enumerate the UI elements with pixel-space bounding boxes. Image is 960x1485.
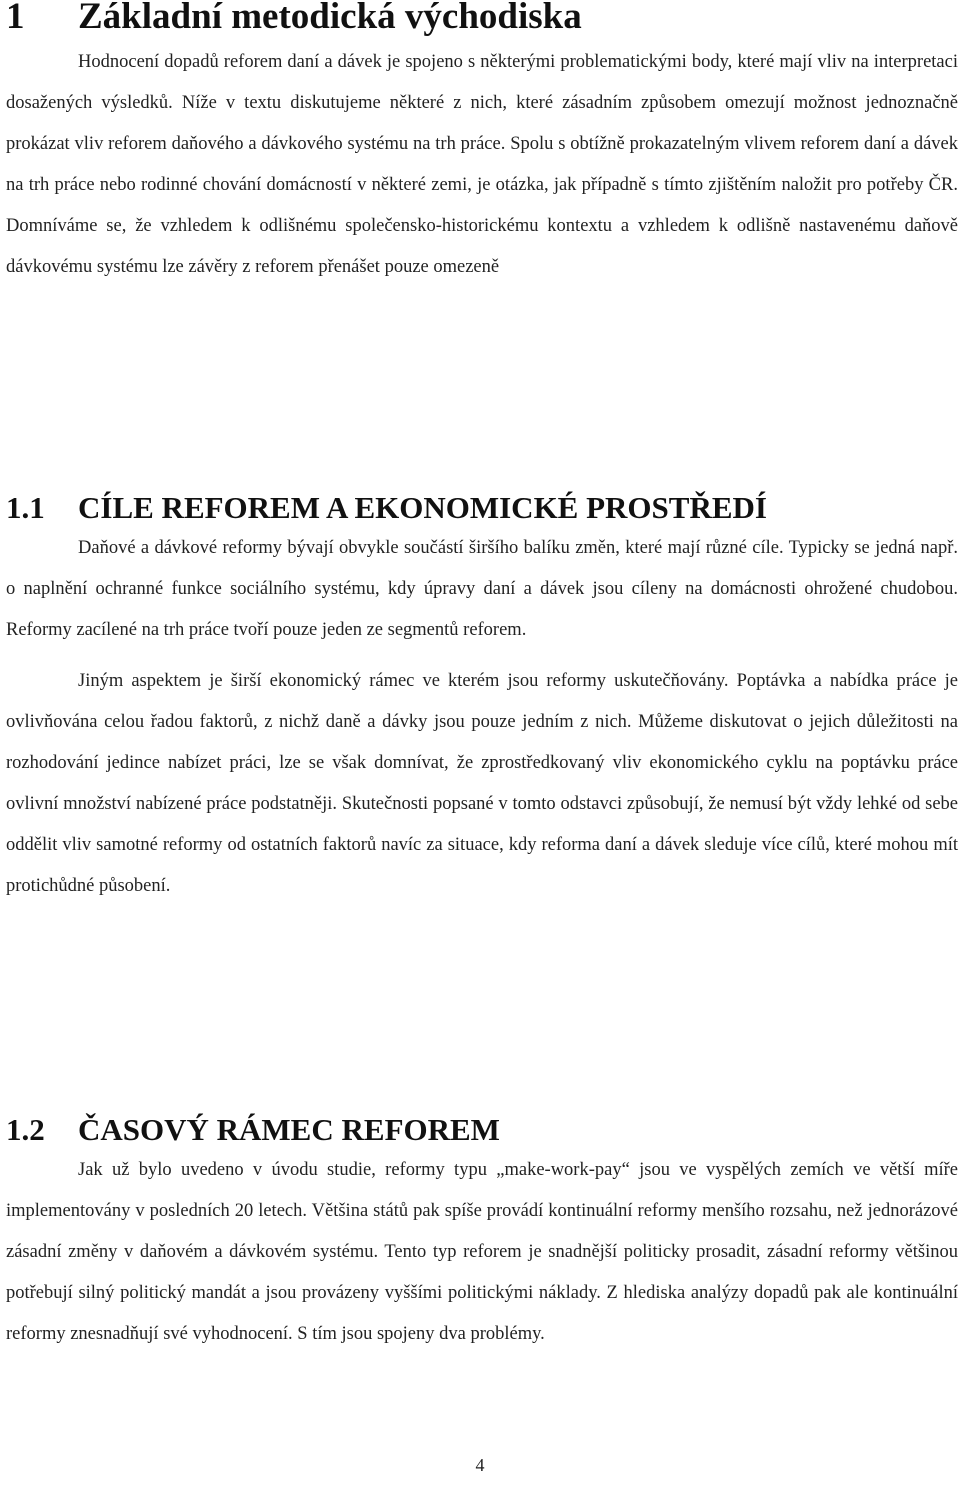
chapter-body xyxy=(6,42,958,288)
paragraph: Hodnocení dopadů reforem daní a dávek je spojeno s některými problematickými body, které mají vliv na interpretaci dosažených výsledků. Níže v textu diskutujeme některé z nich, které zásadním způsobem omezují možnost jednoznačně prokázat vliv reforem daňového a dávkového systému na trh práce. Spolu s obtížně prokazatelným vlivem reforem daní a dávek na trh práce nebo rodinné chování domácností v některé zemi, je otázka, jak případně s tímto zjištěním naložit pro potřeby ČR. Domníváme se, že vzhledem k odlišnému společensko-historickému kontextu a vzhledem k odlišně nastavenému daňově dávkovému systému lze závěry z reforem přenášet pouze omezeně xyxy=(6,52,958,277)
section-heading xyxy=(6,1110,958,1150)
section-heading xyxy=(6,488,958,528)
section-title: ČASOVÝ RÁMEC REFOREM xyxy=(78,1112,500,1147)
page-number: 4 xyxy=(475,1455,485,1475)
chapter-title: Základní metodická východiska xyxy=(78,0,582,37)
chapter-number: 1 xyxy=(6,0,25,37)
section-number: 1.2 xyxy=(6,1112,45,1147)
chapter-heading xyxy=(6,0,582,40)
section-1-1 xyxy=(6,488,958,907)
paragraph: Jak už bylo uvedeno v úvodu studie, reformy typu „make-work-pay“ jsou ve vyspělých zemích ve větší míře implementovány v posledních 20 letech. Většina států pak spíše provádí kontinuální reformy menšího rozsahu, než jednorázové zásadní změny v daňovém a dávkovém systému. Tento typ reforem je snadnější politicky prosadit, zásadní reformy většinou potřebují silný politický mandát a jsou provázeny vyššími politickými náklady. Z hlediska analýzy dopadů pak ale kontinuální reformy znesnadňují své vyhodnocení. S tím jsou spojeny dva problémy. xyxy=(6,1160,958,1344)
paragraph: Daňové a dávkové reformy bývají obvykle součástí širšího balíku změn, které mají různé cíle. Typicky se jedná např. o naplnění ochranné funkce sociálního systému, kdy úpravy daní a dávek jsou cíleny na domácnosti ohrožené chudobou. Reformy zacílené na trh práce tvoří pouze jeden ze segmentů reforem. xyxy=(6,538,958,640)
paragraph: Jiným aspektem je širší ekonomický rámec ve kterém jsou reformy uskutečňovány. Poptávka a nabídka práce je ovlivňována celou řadou faktorů, z nichž daně a dávky jsou pouze jedním z nich. Můžeme diskutovat o jejich důležitosti na rozhodování jedince nabízet práci, lze se však domnívat, že zprostředkovaný vliv ekonomického cyklu na poptávku práce ovlivní množství nabízené práce podstatněji. Skutečnosti popsané v tomto odstavci způsobují, že nemusí být vždy lehké od sebe oddělit vliv samotné reformy od ostatních faktorů navíc za situace, kdy reforma daní a dávek sleduje více cílů, které mohou mít protichůdné působení. xyxy=(6,671,958,896)
section-1-2 xyxy=(6,1110,958,1355)
section-title: CÍLE REFOREM A EKONOMICKÉ PROSTŘEDÍ xyxy=(78,490,767,525)
section-number: 1.1 xyxy=(6,490,45,525)
